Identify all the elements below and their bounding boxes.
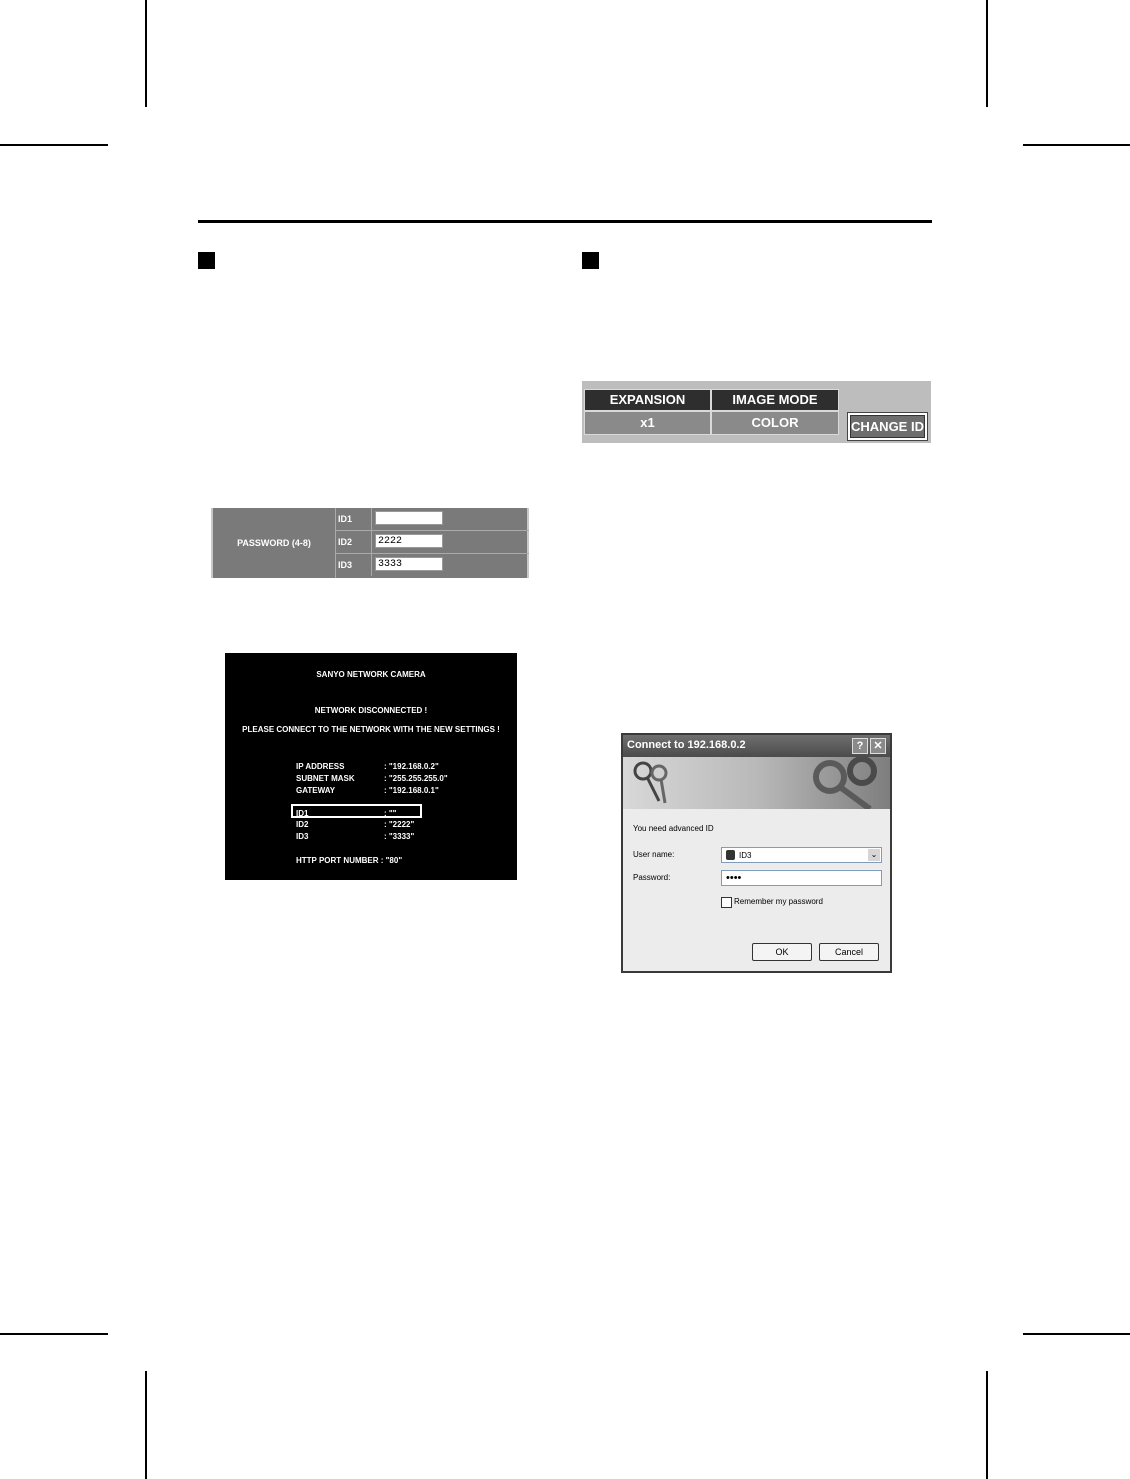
username-value: ID3 bbox=[739, 851, 752, 860]
header-rule bbox=[198, 220, 932, 223]
id3-value: : "3333" bbox=[384, 832, 415, 841]
crop-mark bbox=[1023, 144, 1130, 146]
ok-button[interactable]: OK bbox=[752, 943, 812, 961]
ip-address-value: : "192.168.0.2" bbox=[384, 762, 439, 771]
image-mode-value[interactable]: COLOR bbox=[711, 411, 839, 435]
expansion-value[interactable]: x1 bbox=[584, 411, 711, 435]
crop-mark bbox=[1023, 1333, 1130, 1335]
dialog-banner bbox=[623, 757, 890, 809]
id1-key: ID1 bbox=[296, 809, 309, 818]
password-table bbox=[211, 508, 529, 578]
user-icon bbox=[726, 850, 735, 860]
id-label: ID2 bbox=[335, 531, 372, 553]
password-row-id3 bbox=[335, 554, 529, 577]
change-id-label: CHANGE ID bbox=[850, 415, 925, 438]
password-row-id1 bbox=[335, 508, 529, 531]
id2-password-input[interactable] bbox=[375, 534, 443, 548]
dialog-message: You need advanced ID bbox=[633, 824, 714, 833]
password-label: Password: bbox=[633, 873, 671, 882]
id1-highlight-box bbox=[291, 804, 422, 818]
password-field[interactable] bbox=[721, 870, 882, 886]
crop-mark bbox=[986, 1371, 988, 1479]
id1-value: : "" bbox=[384, 809, 397, 818]
section-bullet-right bbox=[582, 252, 599, 269]
dialog-title: Connect to 192.168.0.2 bbox=[627, 739, 746, 751]
image-mode-header: IMAGE MODE bbox=[711, 389, 839, 411]
ip-address-key: IP ADDRESS bbox=[296, 762, 345, 771]
camera-title: SANYO NETWORK CAMERA bbox=[316, 670, 426, 679]
gateway-value: : "192.168.0.1" bbox=[384, 786, 439, 795]
http-port: HTTP PORT NUMBER : "80" bbox=[296, 856, 403, 865]
network-disconnected-screen bbox=[225, 653, 517, 880]
disconnected-status: NETWORK DISCONNECTED ! bbox=[314, 706, 428, 715]
remember-checkbox[interactable] bbox=[721, 897, 732, 908]
id2-value: : "2222" bbox=[384, 820, 415, 829]
id-label: ID3 bbox=[335, 554, 372, 576]
password-label: PASSWORD (4-8) bbox=[213, 508, 336, 578]
crop-mark bbox=[0, 1333, 108, 1335]
crop-mark bbox=[986, 0, 988, 107]
cancel-button[interactable]: Cancel bbox=[819, 943, 879, 961]
username-select[interactable] bbox=[721, 847, 882, 863]
id-label: ID1 bbox=[335, 508, 372, 530]
id3-key: ID3 bbox=[296, 832, 309, 841]
help-button[interactable]: ? bbox=[852, 738, 868, 754]
keys-icon bbox=[627, 757, 687, 809]
remember-label: Remember my password bbox=[734, 897, 823, 906]
crop-mark bbox=[145, 0, 147, 107]
expansion-header: EXPANSION bbox=[584, 389, 711, 411]
id2-key: ID2 bbox=[296, 820, 309, 829]
dialog-title-bar bbox=[623, 735, 890, 757]
chevron-down-icon: ⌄ bbox=[868, 849, 880, 861]
keys-watermark-icon bbox=[800, 757, 890, 809]
crop-mark bbox=[145, 1371, 147, 1479]
reconnect-instruction: PLEASE CONNECT TO THE NETWORK WITH THE NEW SETTINGS ! bbox=[242, 725, 500, 734]
view-mode-panel bbox=[582, 381, 931, 443]
password-value: •••• bbox=[726, 872, 742, 884]
subnet-mask-key: SUBNET MASK bbox=[296, 774, 355, 783]
id3-password-input[interactable] bbox=[375, 557, 443, 571]
id1-password-input[interactable] bbox=[375, 511, 443, 525]
change-id-button[interactable] bbox=[847, 412, 928, 441]
subnet-mask-value: : "255.255.255.0" bbox=[384, 774, 448, 783]
section-bullet-left bbox=[198, 252, 215, 269]
gateway-key: GATEWAY bbox=[296, 786, 336, 795]
username-label: User name: bbox=[633, 850, 675, 859]
crop-mark bbox=[0, 144, 108, 146]
close-button[interactable]: ✕ bbox=[870, 738, 886, 754]
password-row-id2 bbox=[335, 531, 529, 554]
login-dialog bbox=[621, 733, 892, 973]
